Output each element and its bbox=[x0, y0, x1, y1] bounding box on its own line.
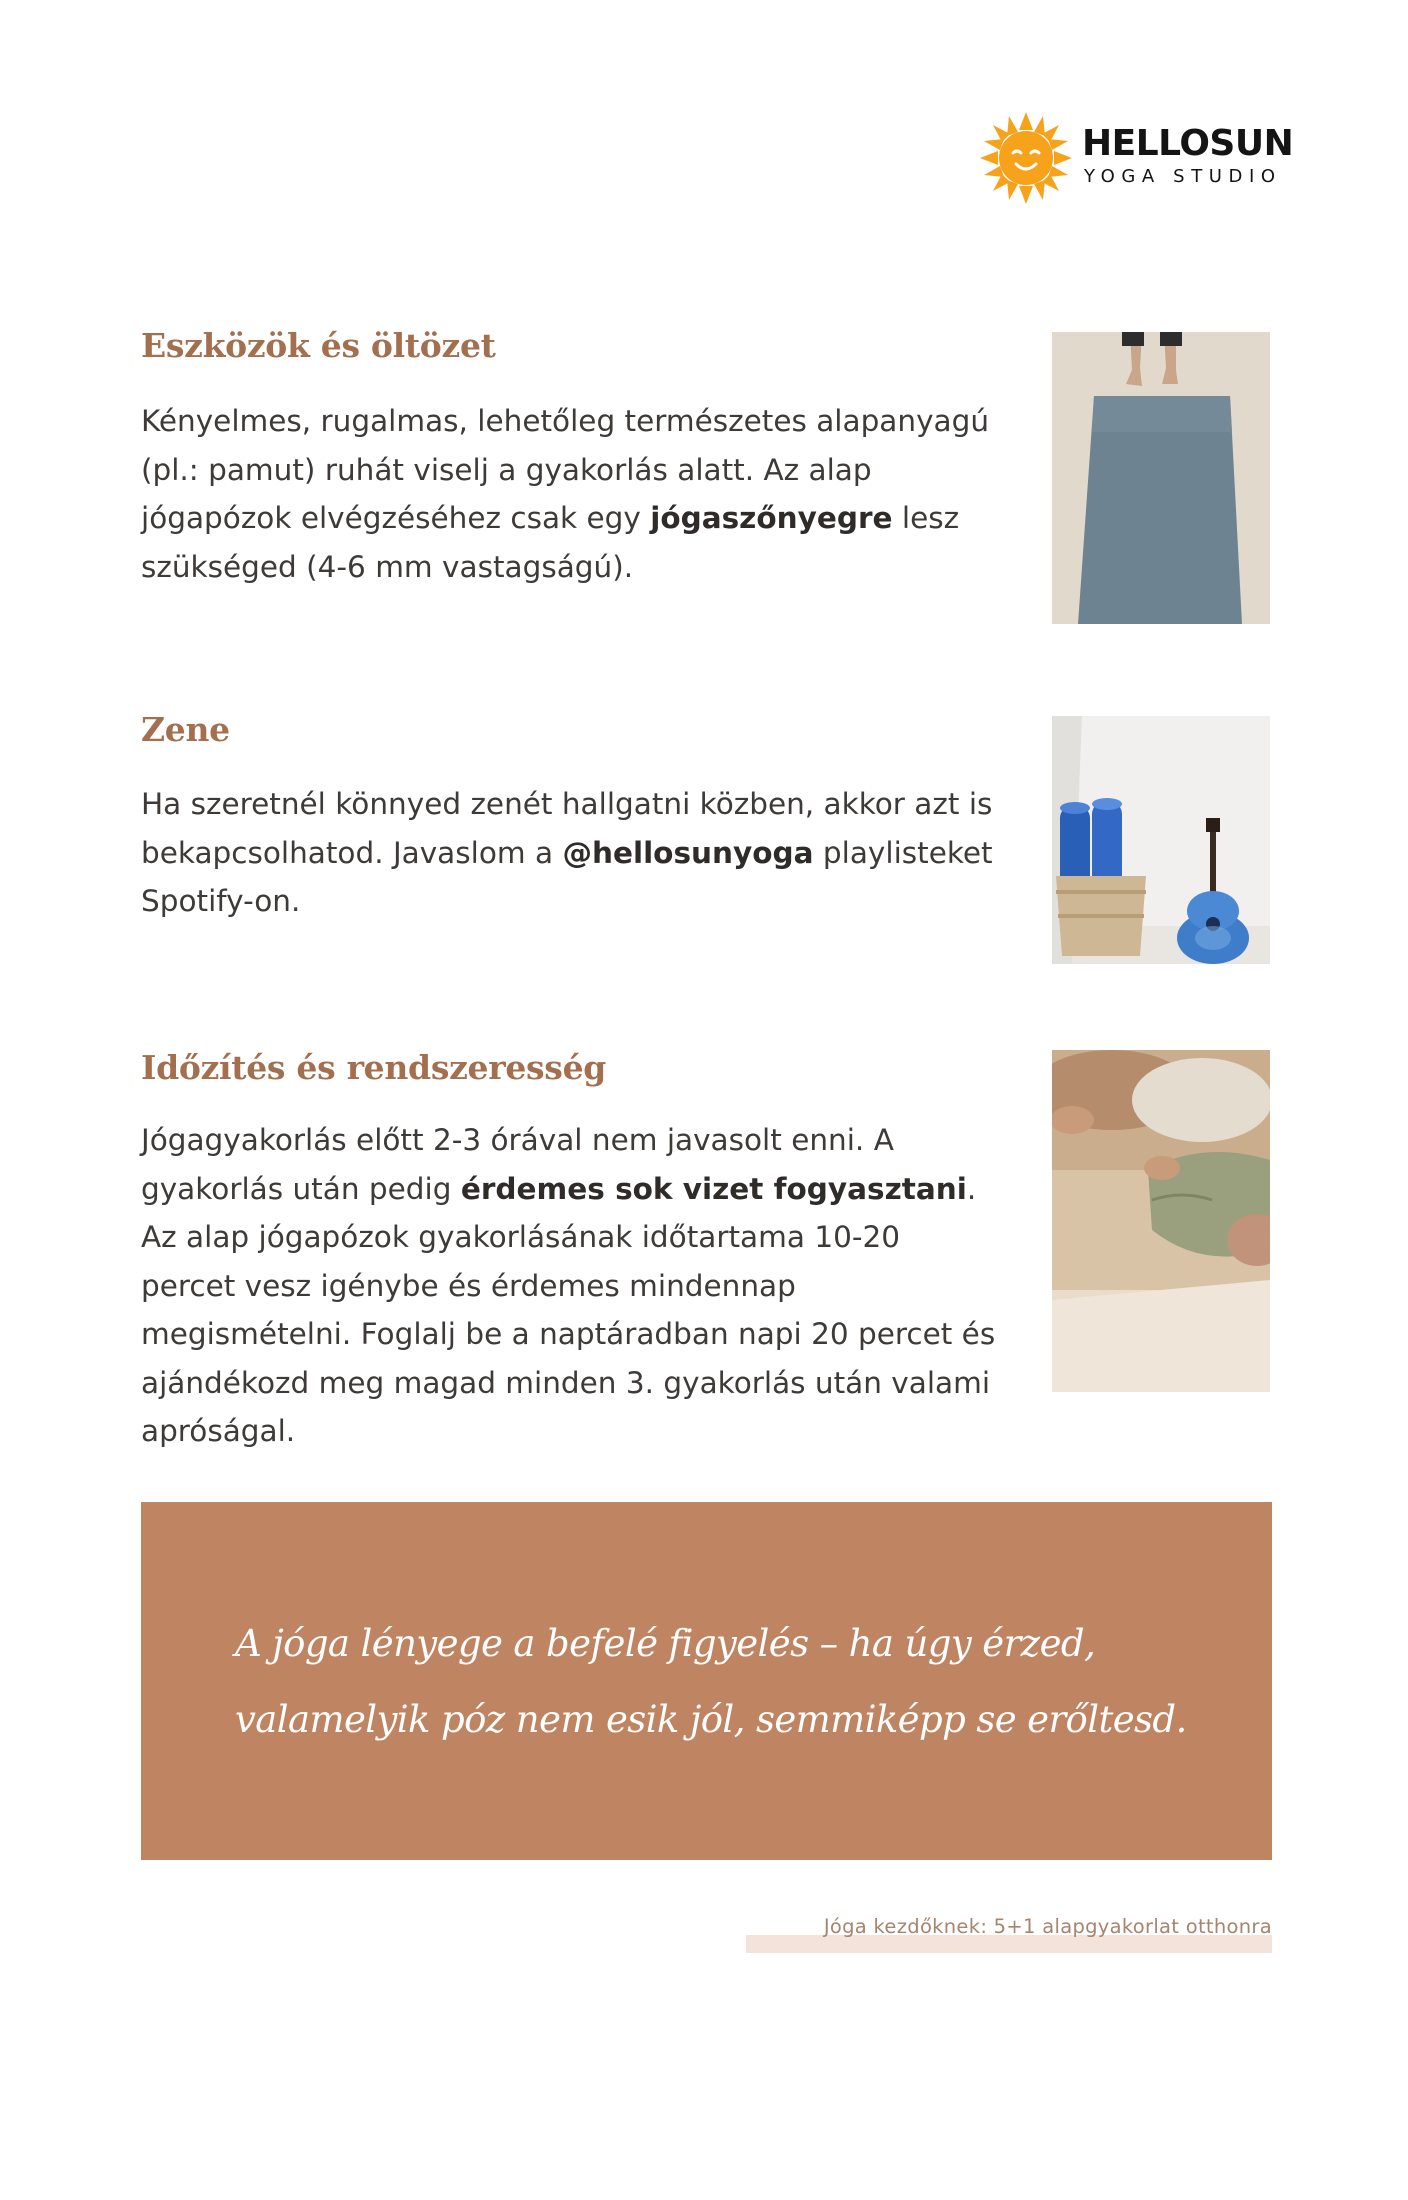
quote-text: A jóga lényege a befelé figyelés – ha úgy érzed, valamelyik póz nem esik jól, semmiképp se erőltesd. bbox=[235, 1622, 1187, 1741]
ukulele-photo bbox=[1052, 716, 1270, 964]
text-run: Jógagyakorlás előtt 2-3 órával nem javasolt enni. A gyakorlás után pedig bbox=[141, 1123, 894, 1206]
text-run: lesz szükséged (4-6 mm vastagságú). bbox=[141, 501, 960, 584]
section-text-equipment bbox=[141, 397, 1001, 591]
section-text-timing bbox=[141, 1116, 1001, 1456]
section-heading-timing: Időzítés és rendszeresség bbox=[141, 1048, 607, 1087]
text-run-bold: jógaszőnyegre bbox=[650, 501, 893, 535]
text-run: Kényelmes, rugalmas, lehetőleg természetes alapanyagú (pl.: pamut) ruhát viselj a gyakorlás alatt. Az alap jógapózok elvégzéséhez csak egy bbox=[141, 404, 990, 535]
text-run-bold: @hellosunyoga bbox=[562, 835, 814, 870]
footer-title: Jóga kezdőknek: 5+1 alapgyakorlat otthonra bbox=[823, 1915, 1272, 1938]
brand-tagline: YOGA STUDIO bbox=[1084, 166, 1282, 187]
section-heading-music: Zene bbox=[141, 710, 230, 749]
sun-icon bbox=[978, 110, 1074, 206]
brand-logo bbox=[978, 110, 1308, 210]
text-run: . Az alap jógapózok gyakorlásának időtartama 10-20 percet vesz igénybe és érdemes mindennap megismételni. Foglalj be a naptáradban napi 20 percet és ajándékozd meg magad minden 3. gyakorlás után valami apróságal. bbox=[141, 1171, 996, 1448]
yoga-mat-photo bbox=[1052, 332, 1270, 624]
text-run: playlisteket Spotify-on. bbox=[141, 835, 993, 918]
text-run-bold: érdemes sok vizet fogyasztani bbox=[460, 1171, 967, 1206]
quote-box bbox=[141, 1502, 1272, 1860]
text-run: Ha szeretnél könnyed zenét hallgatni közben, akkor azt is bekapcsolhatod. Javaslom a bbox=[141, 787, 993, 870]
section-heading-equipment: Eszközök és öltözet bbox=[141, 326, 496, 365]
meditation-photo bbox=[1052, 1050, 1270, 1392]
brand-name: HELLOSUN bbox=[1082, 123, 1294, 164]
section-text-music bbox=[141, 780, 1001, 926]
